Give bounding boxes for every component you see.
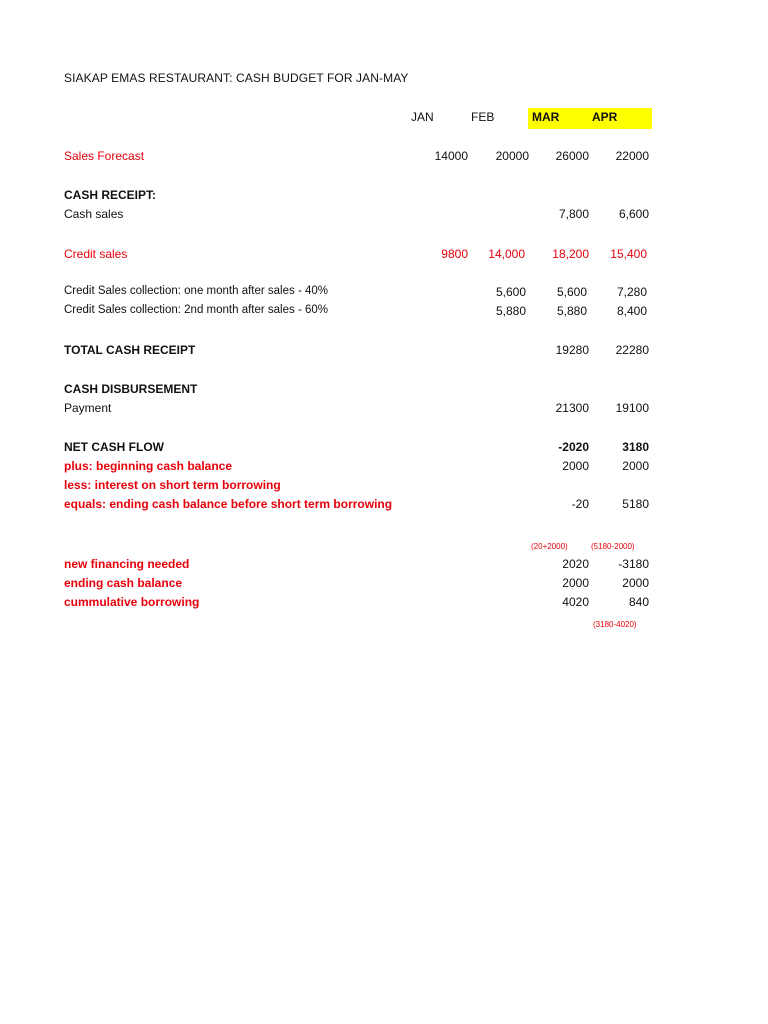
note-apr-financing: (5180-2000) <box>591 542 635 551</box>
row-label: NET CASH FLOW <box>64 440 164 454</box>
row-beginning-cash <box>0 459 768 477</box>
row-total-cash-receipt <box>0 343 768 361</box>
row-label: cummulative borrowing <box>64 595 200 609</box>
row-label: new financing needed <box>64 557 190 571</box>
cell-mar: -2020 <box>558 440 589 454</box>
row-new-financing <box>0 557 768 575</box>
month-header-jan: JAN <box>411 110 434 124</box>
cell-apr: 15,400 <box>610 247 647 261</box>
cell-feb: 14,000 <box>488 247 525 261</box>
cell-apr: 19100 <box>615 401 649 415</box>
month-header-apr: APR <box>592 110 618 124</box>
cell-jan: 9800 <box>441 247 468 261</box>
row-label: Payment <box>64 401 112 415</box>
row-label: Sales Forecast <box>64 149 145 163</box>
cell-apr: 7,280 <box>616 285 647 299</box>
row-payment <box>0 401 768 419</box>
row-label: Credit sales <box>64 247 128 261</box>
cell-mar: 7,800 <box>558 207 589 221</box>
note-mar-financing: (20+2000) <box>531 542 568 551</box>
row-label: Cash sales <box>64 207 124 221</box>
cell-apr: 8,400 <box>616 304 647 318</box>
cell-mar: 21300 <box>555 401 589 415</box>
note-apr-cumulative: (3180-4020) <box>593 620 637 629</box>
cell-mar: 18,200 <box>552 247 589 261</box>
month-header-feb: FEB <box>471 110 495 124</box>
cell-mar: 26000 <box>555 149 589 163</box>
cell-apr: 2000 <box>622 576 649 590</box>
cell-apr: -3180 <box>618 557 649 571</box>
row-collection-two-month <box>0 304 768 322</box>
cell-feb: 5,880 <box>495 304 526 318</box>
cell-apr: 6,600 <box>618 207 649 221</box>
row-label: TOTAL CASH RECEIPT <box>64 343 196 357</box>
row-label: plus: beginning cash balance <box>64 459 233 473</box>
cell-apr: 3180 <box>622 440 649 454</box>
row-label: CASH RECEIPT: <box>64 188 157 202</box>
month-header-mar: MAR <box>532 110 560 124</box>
cell-mar: 19280 <box>555 343 589 357</box>
row-ending-cash <box>0 576 768 594</box>
row-label: CASH DISBURSEMENT <box>64 382 198 396</box>
row-label: Credit Sales collection: one month after sales - 40% <box>64 285 328 297</box>
row-credit-sales <box>0 247 768 265</box>
row-label: equals: ending cash balance before short term borrowing <box>64 497 393 511</box>
cell-apr: 2000 <box>622 459 649 473</box>
cell-apr: 5180 <box>622 497 649 511</box>
row-interest <box>0 478 768 496</box>
row-label: less: interest on short term borrowing <box>64 478 281 492</box>
row-ending-before-borrowing <box>0 497 768 515</box>
row-cash-sales <box>0 207 768 225</box>
cell-apr: 22000 <box>615 149 649 163</box>
cell-apr: 22280 <box>615 343 649 357</box>
cell-feb: 20000 <box>495 149 529 163</box>
cell-mar: 5,880 <box>556 304 587 318</box>
row-cash-receipt-heading <box>0 188 768 206</box>
cell-mar: -20 <box>571 497 589 511</box>
page-title: SIAKAP EMAS RESTAURANT: CASH BUDGET FOR JAN-MAY <box>64 71 409 85</box>
cell-feb: 5,600 <box>495 285 526 299</box>
cell-mar: 2020 <box>562 557 589 571</box>
cell-mar: 4020 <box>562 595 589 609</box>
cell-mar: 2000 <box>562 459 589 473</box>
row-sales-forecast <box>0 149 768 167</box>
cell-mar: 2000 <box>562 576 589 590</box>
row-label: Credit Sales collection: 2nd month after sales - 60% <box>64 304 328 316</box>
row-net-cash-flow <box>0 440 768 458</box>
row-cumulative-borrowing <box>0 595 768 613</box>
row-collection-one-month <box>0 285 768 303</box>
cell-apr: 840 <box>628 595 649 609</box>
row-cash-disbursement-heading <box>0 382 768 400</box>
row-label: ending cash balance <box>64 576 183 590</box>
cell-jan: 14000 <box>434 149 468 163</box>
cell-mar: 5,600 <box>556 285 587 299</box>
